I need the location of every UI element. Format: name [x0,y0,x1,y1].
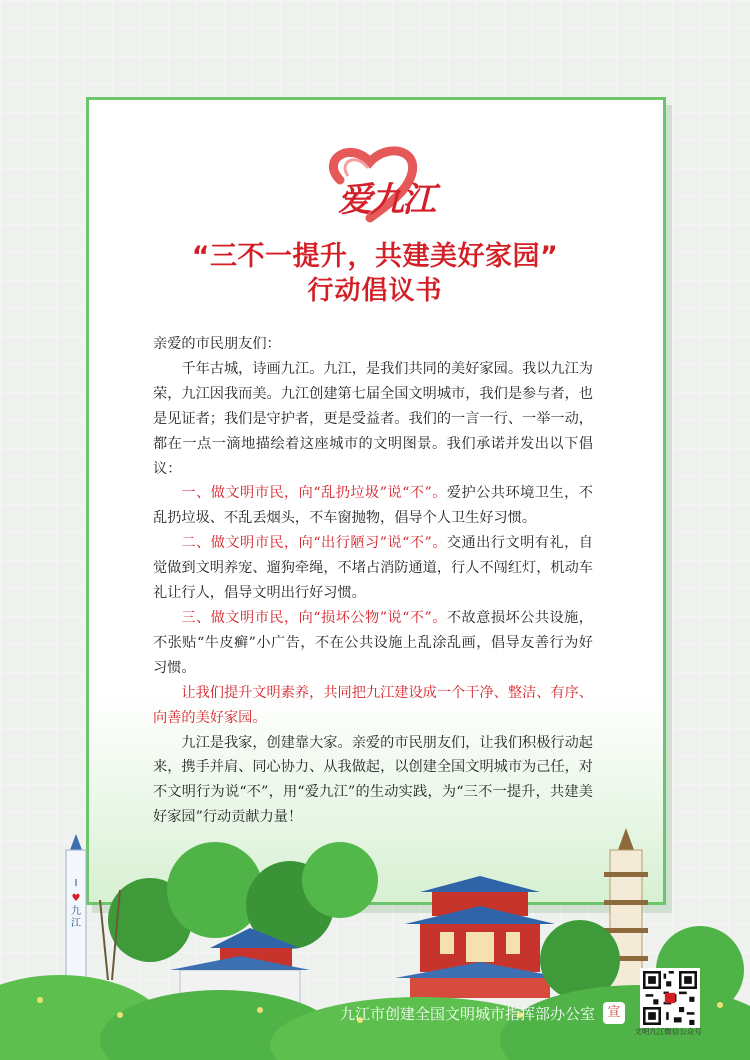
title-line-2: 行动倡议书 [307,276,443,306]
tower-city: 九江 [71,906,81,929]
item-3 [153,606,593,681]
item-1-text: 爱护公共环境卫生，不乱扔垃圾、不乱丢烟头，不车窗抛物，倡导个人卫生好习惯。 [153,485,593,527]
item-2 [153,531,593,606]
seal-badge: 宣 [603,1002,625,1024]
item-2-text: 交通出行文明有礼，自觉做到文明养宠、遛狗牵绳，不堵占消防通道，行人不闯红灯，机动车礼让行人，倡导文明出行好习惯。 [153,535,593,602]
proposal-body [153,332,593,830]
call-paragraph: 让我们提升文明素养，共同把九江建设成一个干净、整洁、有序、向善的美好家园。 [153,684,593,726]
ancient-tower-icon [395,876,565,998]
footer-organization [300,998,625,1028]
heart-icon: ♥ [71,893,81,904]
tower-letter: I [74,878,78,889]
greeting: 亲爱的市民朋友们： [153,336,281,352]
closing-paragraph: 九江是我家，创建靠大家。亲爱的市民朋友们，让我们积极行动起来，携手并肩、同心协力、从我做起，以创建全国文明城市为己任，对不文明行为说“不”，用“爱九江”的生动实践，为“三不一提升，共建美好家园”行动贡献力量！ [153,734,593,826]
qr-caption: 文明九江微信公众号 [634,1027,702,1036]
item-3-heading: 三、做文明市民，向“损坏公物”说“不”。 [181,609,447,626]
item-1-heading: 一、做文明市民，向“乱扔垃圾”说“不”。 [181,485,447,502]
item-3-text: 不故意损坏公共设施，不张贴“牛皮癣”小广告，不在公共设施上乱涂乱画，倡导友善行为好习惯。 [153,609,593,676]
intro-paragraph: 千年古城，诗画九江。九江，是我们共同的美好家园。我以九江为荣，九江因我而美。九江创建第七届全国文明城市，我们是参与者，也是见证者；我们是守护者，更是受益者。我们的一言一行、一举一动，都在一点一滴地描绘着这座城市的文明图景。我们承诺并发出以下倡议： [153,360,593,477]
item-1 [153,481,593,531]
item-2-heading: 二、做文明市民，向“出行陋习”说“不”。 [181,535,447,552]
organization-name: 九江市创建全国文明城市指挥部办公室 [339,1004,595,1023]
title-line-1: “三不一提升，共建美好家园” [191,241,559,272]
wechat-qr-code[interactable] [640,968,700,1028]
logo-text: 爱九江 [338,180,434,220]
